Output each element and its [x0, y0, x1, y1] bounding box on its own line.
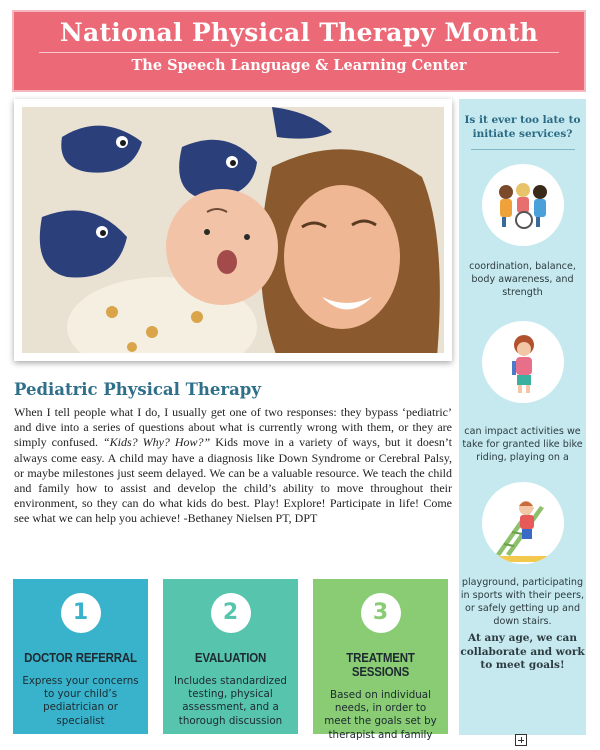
step-title: TREATMENT SESSIONS — [346, 651, 415, 679]
sidebar-closing: At any age, we can collaborate and work to meet goals! — [460, 632, 585, 671]
sidebar-text-playground: playground, participating in sports with their peers, or safely getting up and down stairs. — [460, 577, 585, 627]
step-card-treatment — [313, 579, 448, 741]
step-title: DOCTOR REFERRAL — [24, 651, 137, 665]
step-description: Based on individual needs, in order to meet the goals set by therapist and family — [324, 689, 437, 741]
sidebar-text-skills: coordination, balance, body awareness, and strength — [469, 261, 576, 298]
girl-walking-illustration — [482, 321, 564, 403]
header-banner — [12, 10, 586, 92]
article-body — [14, 405, 452, 527]
page-subtitle: The Speech Language & Learning Center — [131, 57, 467, 74]
step-number: 2 — [211, 593, 251, 633]
sidebar-question: Is it ever too late to initiate services? — [464, 114, 581, 140]
step-number: 3 — [361, 593, 401, 633]
step-description: Express your concerns to your child’s pediatrician or specialist — [22, 675, 139, 727]
step-description: Includes standardized testing, physical assessment, and a thorough discussion — [174, 675, 287, 727]
article-text-start: When I tell people what I do, I usually get one of two responses: they bypass ‘pediatric’ and dive into a series of questions about what is currently wrong with them, or they are simply confused. — [14, 405, 452, 450]
sidebar-panel — [459, 99, 586, 735]
article-quote: “Kids? Why? How?” — [102, 435, 211, 450]
header-divider — [39, 52, 559, 53]
step-card-referral — [13, 579, 148, 734]
step-card-evaluation — [163, 579, 298, 734]
sidebar-text-activities: can impact activities we take for granted like bike riding, playing on a — [462, 426, 583, 463]
expand-icon[interactable] — [515, 734, 527, 746]
article-text-end: Kids move in a variety of ways, but it doesn’t always come easy. A child may have a diagnosis like Down Syndrome or Cerebral Palsy, or maybe milestones just seem delayed. We can be a valuable resource. We teach the child and family how to assist and develop the child’s ability to move throughout their environment, so they can do what kids do best. Play! Explore! Participate in life! Come see what we can help you achieve! -Bethaney Nielsen PT, DPT — [14, 435, 452, 526]
kids-group-illustration — [482, 164, 564, 246]
boy-climbing-illustration — [482, 482, 564, 564]
whale-blanket-photo — [22, 107, 444, 353]
step-number: 1 — [61, 593, 101, 633]
hero-photo — [14, 99, 452, 361]
page-title: National Physical Therapy Month — [59, 18, 539, 47]
sidebar-divider — [471, 149, 575, 150]
step-title: EVALUATION — [194, 651, 267, 665]
article-title: Pediatric Physical Therapy — [14, 380, 261, 399]
